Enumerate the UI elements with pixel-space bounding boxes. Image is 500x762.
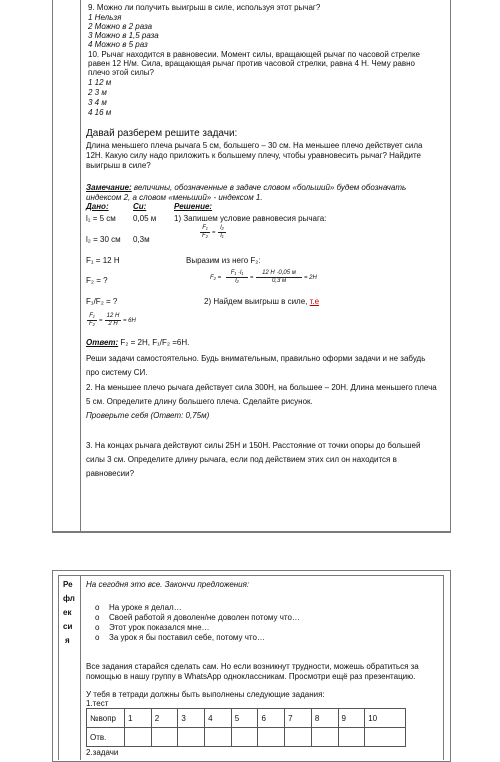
answers-table-head bbox=[87, 709, 406, 728]
eq2-fraction-2 bbox=[256, 270, 302, 285]
selfwork-intro-2: про систему СИ. bbox=[86, 368, 148, 377]
eq2-equals: = bbox=[250, 275, 254, 281]
express-f2: Выразим из него F₂: bbox=[186, 256, 261, 265]
worked-note-line-2: индексом 2, а словом «меньший» - индексом 1. bbox=[86, 193, 263, 202]
eq2-top-1: F₁ ·l₁ bbox=[230, 270, 244, 276]
reflection-heading: На сегодня это все. Закончи предложения: bbox=[86, 580, 250, 589]
answer-cell[interactable] bbox=[365, 728, 406, 747]
help-line-1: Все задания старайся сделать сам. Но если возникнут трудности, можешь обратиться за bbox=[86, 662, 419, 671]
table-head-cell: №вопр bbox=[87, 709, 125, 728]
answer-cell[interactable] bbox=[258, 728, 285, 747]
eq3-bot-2: 2 Н bbox=[108, 321, 118, 327]
test-label: 1.тест bbox=[86, 699, 109, 708]
reflection-item-4-text: За урок я бы поставил себе, потому что… bbox=[109, 633, 265, 642]
reflection-item-2 bbox=[95, 613, 300, 623]
q10-line-1: 10. Рычаг находится в равновесии. Момент силы, вращающей рычаг по часовой стрелке bbox=[88, 50, 421, 59]
answer-text: F₂ = 2Н, F₁/F₂ =6Н. bbox=[118, 338, 190, 347]
reflection-left-rule bbox=[58, 575, 59, 760]
eq2-rhs: = 2Н bbox=[304, 275, 317, 281]
q9-option-2: 2 Можно в 2 раза bbox=[88, 22, 153, 31]
notebook-line: У тебя в тетради должны быть выполнены следующие задания: bbox=[86, 690, 325, 699]
table-head-cell: 3 bbox=[178, 709, 205, 728]
bullet-4: o bbox=[95, 633, 100, 642]
bullet-1: o bbox=[95, 603, 100, 612]
eq2-bot-1: l₂ bbox=[235, 278, 239, 284]
answer-cell[interactable] bbox=[231, 728, 258, 747]
col-dano: Дано: bbox=[86, 202, 109, 211]
answer-cell[interactable] bbox=[151, 728, 178, 747]
answer-cell[interactable] bbox=[205, 728, 232, 747]
eq1-fraction-a bbox=[200, 225, 210, 240]
reflection-item-1 bbox=[95, 603, 182, 613]
reflection-item-3 bbox=[95, 623, 210, 633]
answers-table-row bbox=[87, 728, 406, 747]
eq3-fraction-1 bbox=[87, 313, 97, 328]
task2-check: Проверьте себя (Ответ: 0,75м) bbox=[86, 411, 210, 420]
table-head-cell: 4 bbox=[205, 709, 232, 728]
q10-line-2: равен 12 Н/м. Сила, вращающая рычаг против часовой стрелки, равна 4 Н. Чему равно bbox=[88, 59, 415, 68]
q9-option-4: 4 Можно в 5 раз bbox=[88, 40, 148, 49]
table-head-cell: 6 bbox=[258, 709, 285, 728]
eq2-bot-2: 0,3 м bbox=[271, 278, 287, 284]
note-label: Замечание: bbox=[86, 183, 132, 192]
worked-problem-3: выигрыш в силе? bbox=[86, 161, 151, 170]
given-ratio: F₁/F₂ = ? bbox=[86, 297, 118, 306]
reflection-side-5: я bbox=[65, 636, 70, 645]
q9-option-1: 1 Нельзя bbox=[88, 13, 122, 22]
column-divider-top bbox=[80, 0, 81, 533]
col-si: Си: bbox=[133, 202, 147, 211]
eq2-fraction-1 bbox=[226, 270, 248, 285]
q10-option-2: 2 3 м bbox=[88, 88, 107, 97]
given-f2: F₂ = ? bbox=[86, 276, 108, 285]
table-head-cell: 2 bbox=[151, 709, 178, 728]
answers-table bbox=[86, 708, 406, 747]
answer-cell[interactable] bbox=[125, 728, 152, 747]
eq1-a-top: F₁ bbox=[202, 225, 208, 231]
given-l1: l₁ = 5 см bbox=[86, 214, 116, 223]
reflection-side-3: ек bbox=[63, 608, 72, 617]
reflection-item-1-text: На уроке я делал… bbox=[109, 603, 182, 612]
q10-option-1: 1 12 м bbox=[88, 78, 112, 87]
task2-line-2: 5 см. Определите длину большего плеча. Сделайте рисунок. bbox=[86, 397, 313, 406]
eq3-bot-1: F₂ bbox=[89, 321, 95, 327]
eq3-fraction-2 bbox=[105, 313, 121, 328]
worked-problem-1: Длина меньшего плеча рычага 5 см, большего – 30 см. На меньшее плечо действует сила bbox=[86, 141, 423, 150]
worked-heading: Давай разберем решите задачи: bbox=[86, 128, 238, 139]
note-text-1: величины, обозначенные в задаче словом «больший» будем обозначать bbox=[131, 183, 407, 192]
eq3-top-2: 12 Н bbox=[106, 313, 120, 319]
task3-line-2: силы 3 см. Определите длину рычага, если под действием этих сил он находится в bbox=[86, 455, 397, 464]
q10-option-4: 4 16 м bbox=[88, 108, 112, 117]
answer-cell[interactable] bbox=[285, 728, 312, 747]
eq1-equals: = bbox=[212, 230, 216, 236]
solution-step-1: 1) Запишем условие равновесия рычага: bbox=[174, 214, 327, 223]
page-frame-top bbox=[52, 0, 451, 533]
answer-label: Ответ: bbox=[86, 338, 119, 347]
page-bottom-border bbox=[53, 531, 450, 532]
si-l1: 0,05 м bbox=[133, 214, 157, 223]
table-head-cell: 9 bbox=[338, 709, 365, 728]
answer-cell[interactable] bbox=[338, 728, 365, 747]
eq3-result: = 6Н bbox=[123, 318, 136, 324]
eq1-b-bot: l₁ bbox=[220, 233, 224, 239]
reflection-side-2: фл bbox=[63, 594, 75, 603]
selfwork-intro-1: Реши задачи самостоятельно. Будь внимательным, правильно оформи задачи и не забудь bbox=[86, 354, 426, 363]
eq3-top-1: F₁ bbox=[89, 313, 95, 319]
task2-line-1: 2. На меньшее плечо рычага действует сила 300Н, на большее – 20Н. Длина меньшего плеча bbox=[86, 383, 437, 392]
table-head-cell: 8 bbox=[311, 709, 338, 728]
q10-option-3: 3 4 м bbox=[88, 98, 107, 107]
table-row-label: Отв. bbox=[87, 728, 125, 747]
eq1-fraction-b bbox=[218, 225, 226, 240]
bullet-3: o bbox=[95, 623, 100, 632]
help-line-2: помощью в нашу группу в WhatsApp одноклассникам. Просмотри ещё раз презентацию. bbox=[86, 672, 416, 681]
step2-tail: т.е bbox=[309, 297, 320, 306]
task3-line-3: равновесии? bbox=[86, 469, 135, 478]
reflection-item-4 bbox=[95, 633, 265, 643]
eq2-lhs: F₂ = bbox=[210, 275, 222, 281]
q9-question: 9. Можно ли получить выигрыш в силе, используя этот рычаг? bbox=[88, 3, 321, 12]
reflection-right-rule bbox=[443, 575, 444, 760]
table-head-cell: 10 bbox=[365, 709, 406, 728]
table-head-cell: 7 bbox=[285, 709, 312, 728]
worked-note-line-1 bbox=[86, 183, 406, 193]
q9-option-3: 3 Можно в 1,5 раза bbox=[88, 31, 159, 40]
step2-text: 2) Найдем выигрыш в силе, bbox=[204, 297, 308, 306]
col-reshenie: Решение: bbox=[174, 202, 213, 211]
answer-line bbox=[86, 338, 189, 348]
reflection-top-rule bbox=[58, 575, 443, 576]
eq1-b-top: l₂ bbox=[220, 225, 224, 231]
table-head-cell: 1 bbox=[125, 709, 152, 728]
worked-problem-2: 12Н. Какую силу надо приложить к большему плечу, чтобы уравновесить рычаг? Найдите bbox=[86, 151, 422, 160]
task3-line-1: 3. На концах рычага действуют силы 25Н и 150Н. Расстояние от точки опоры до большей bbox=[86, 441, 421, 450]
solution-step-2 bbox=[204, 297, 319, 307]
bullet-2: o bbox=[95, 613, 100, 622]
given-f1: F₁ = 12 Н bbox=[86, 256, 120, 265]
answer-cell[interactable] bbox=[178, 728, 205, 747]
answer-cell[interactable] bbox=[311, 728, 338, 747]
page-gap bbox=[0, 542, 500, 568]
reflection-side-1: Ре bbox=[63, 580, 73, 589]
reflection-item-2-text: Своей работой я доволен/не доволен потому что… bbox=[109, 613, 300, 622]
q10-line-3: плечо этой силы? bbox=[88, 68, 154, 77]
eq2-top-2: 12 Н ·0,05 м bbox=[262, 270, 296, 276]
tasks-label: 2.задачи bbox=[86, 748, 119, 757]
si-l2: 0,3м bbox=[133, 235, 150, 244]
eq3-equals: = bbox=[99, 318, 103, 324]
given-l2: l₂ = 30 см bbox=[86, 235, 121, 244]
reflection-side-4: си bbox=[63, 622, 73, 631]
reflection-item-3-text: Этот урок показался мне… bbox=[109, 623, 210, 632]
reflection-divider bbox=[80, 575, 81, 760]
eq1-a-bot: F₂ bbox=[202, 233, 208, 239]
table-head-cell: 5 bbox=[231, 709, 258, 728]
